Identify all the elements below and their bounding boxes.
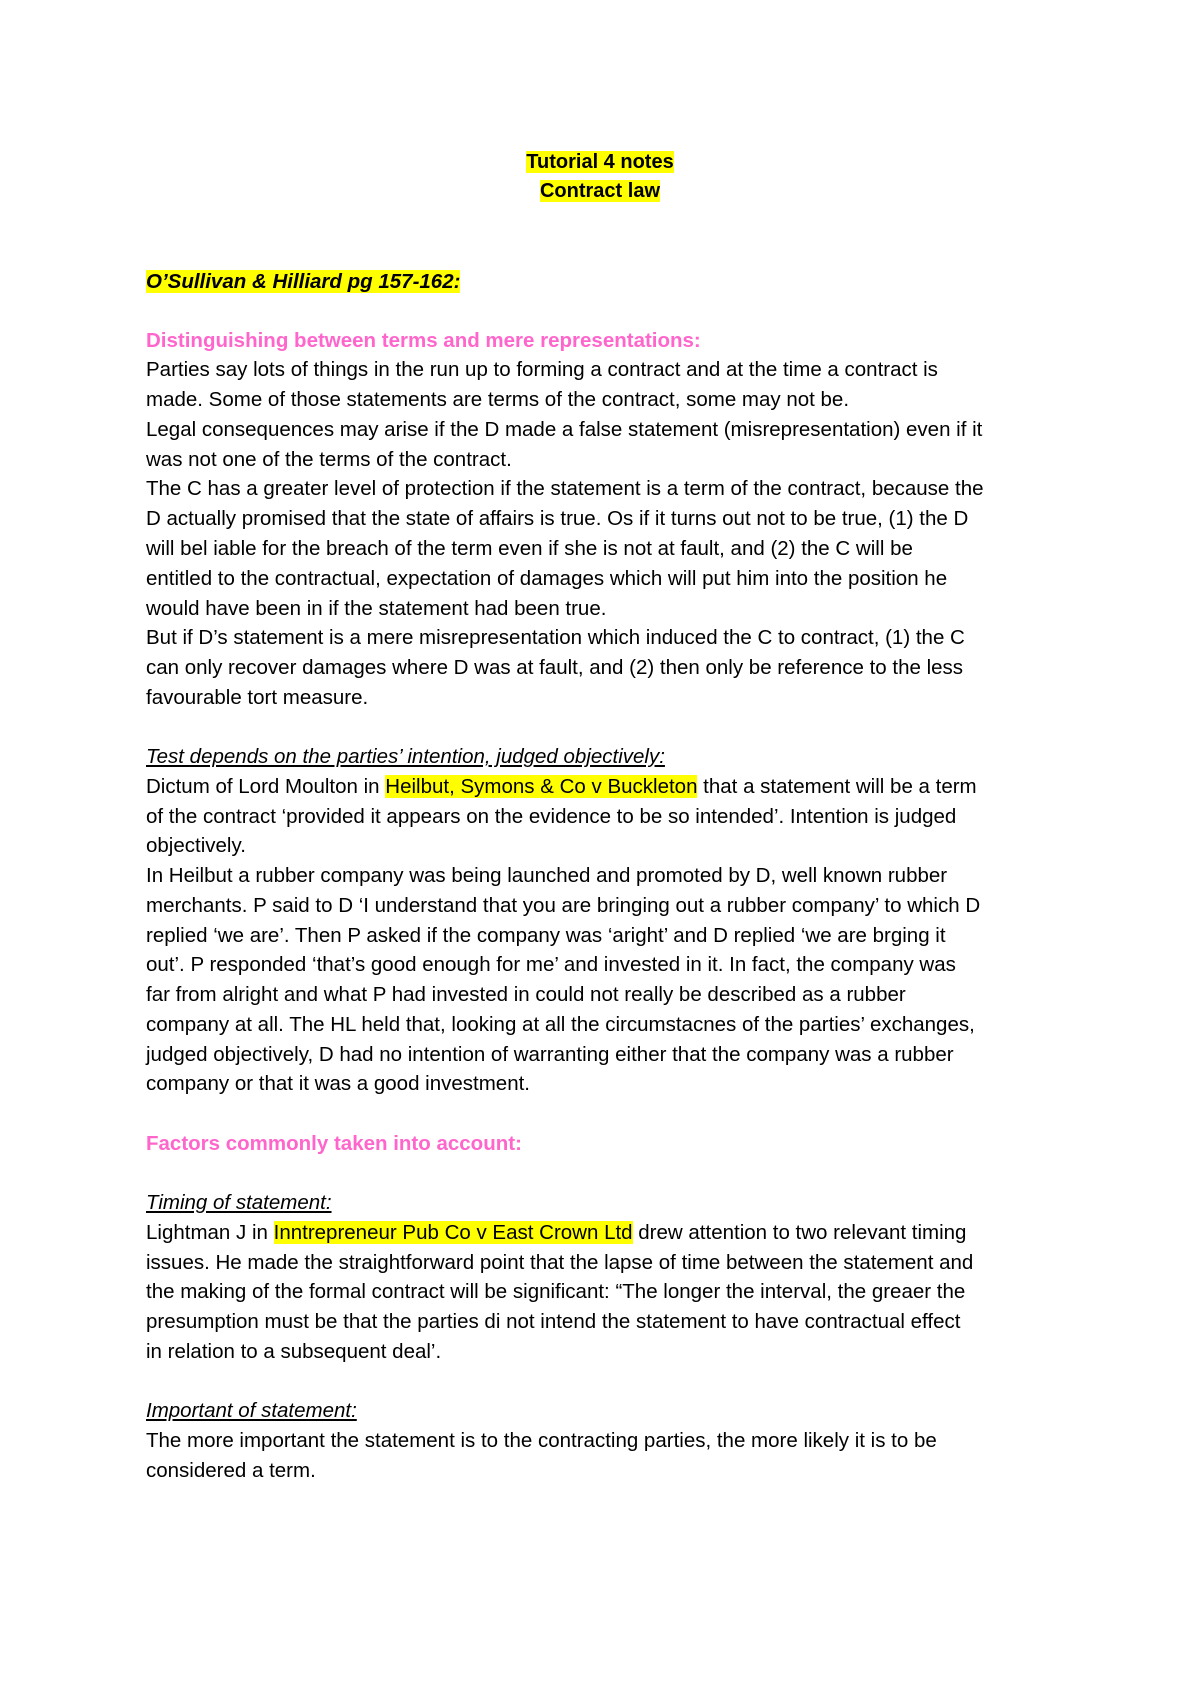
section-heading-factors: Factors commonly taken into account: — [146, 1132, 522, 1155]
text-line: far from alright and what P had invested in could not really be described as a rubber — [146, 983, 906, 1006]
text-line: will bel iable for the breach of the term even if she is not at fault, and (2) the C will be — [146, 537, 913, 560]
text-line: company or that it was a good investment. — [146, 1072, 531, 1095]
text-line: made. Some of those statements are terms of the contract, some may not be. — [146, 388, 850, 411]
text-line: judged objectively, D had no intention of warranting either that the company was a rubber — [146, 1043, 954, 1066]
case-name-heilbut: Heilbut, Symons & Co v Buckleton — [385, 775, 698, 798]
text-line: replied ‘we are’. Then P asked if the company was ‘aright’ and D replied ‘we are brging it — [146, 924, 946, 947]
text-line: Parties say lots of things in the run up to forming a contract and at the time a contract is — [146, 358, 938, 381]
text-line: the making of the formal contract will be significant: “The longer the interval, the greaer the — [146, 1280, 966, 1303]
text-line: of the contract ‘provided it appears on the evidence to be so intended’. Intention is judged — [146, 805, 957, 828]
text-line: favourable tort measure. — [146, 686, 369, 709]
text-line: objectively. — [146, 834, 246, 857]
title-line-1: Tutorial 4 notes — [526, 151, 674, 173]
timing-heading: Timing of statement: — [146, 1191, 332, 1214]
test-heading: Test depends on the parties’ intention, judged objectively: — [146, 745, 665, 768]
text-line: But if D’s statement is a mere misrepresentation which induced the C to contract, (1) the C — [146, 626, 965, 649]
text-line: company at all. The HL held that, looking at all the circumstacnes of the parties’ exchanges, — [146, 1013, 975, 1036]
section-heading-terms: Distinguishing between terms and mere representations: — [146, 329, 701, 352]
text-line: D actually promised that the state of affairs is true. Os if it turns out not to be true, (1) the D — [146, 507, 969, 530]
case-name-inntrepreneur: Inntrepreneur Pub Co v East Crown Ltd — [273, 1221, 633, 1244]
text-line: in relation to a subsequent deal’. — [146, 1340, 442, 1363]
timing-prefix: Lightman J in — [146, 1221, 274, 1244]
dictum-line — [146, 772, 1076, 802]
dictum-prefix: Dictum of Lord Moulton in — [146, 775, 386, 798]
timing-suffix: drew attention to two relevant timing — [632, 1221, 967, 1244]
text-line: Legal consequences may arise if the D made a false statement (misrepresentation) even if it — [146, 418, 983, 441]
text-line: In Heilbut a rubber company was being launched and promoted by D, well known rubber — [146, 864, 948, 887]
document-subtitle — [0, 177, 1200, 205]
text-line: would have been in if the statement had been true. — [146, 597, 607, 620]
text-line: entitled to the contractual, expectation of damages which will put him into the position he — [146, 567, 948, 590]
importance-heading: Important of statement: — [146, 1399, 357, 1422]
dictum-suffix: that a statement will be a term — [697, 775, 977, 798]
timing-line — [146, 1218, 1076, 1248]
text-line: The more important the statement is to the contracting parties, the more likely it is to be — [146, 1429, 937, 1452]
text-line: was not one of the terms of the contract. — [146, 448, 512, 471]
title-line-2: Contract law — [539, 180, 661, 202]
source-heading-text: O’Sullivan & Hilliard pg 157-162: — [146, 270, 461, 293]
text-line: presumption must be that the parties di not intend the statement to have contractual effect — [146, 1310, 961, 1333]
document-title — [0, 148, 1200, 176]
text-line: can only recover damages where D was at fault, and (2) then only be reference to the less — [146, 656, 964, 679]
text-line: issues. He made the straightforward point that the lapse of time between the statement and — [146, 1251, 974, 1274]
text-line: The C has a greater level of protection if the statement is a term of the contract, because the — [146, 477, 984, 500]
text-line: considered a term. — [146, 1459, 316, 1482]
source-heading — [146, 267, 1076, 297]
text-line: merchants. P said to D ‘I understand that you are bringing out a rubber company’ to which D — [146, 894, 981, 917]
text-line: out’. P responded ‘that’s good enough for me’ and invested in it. In fact, the company was — [146, 953, 956, 976]
